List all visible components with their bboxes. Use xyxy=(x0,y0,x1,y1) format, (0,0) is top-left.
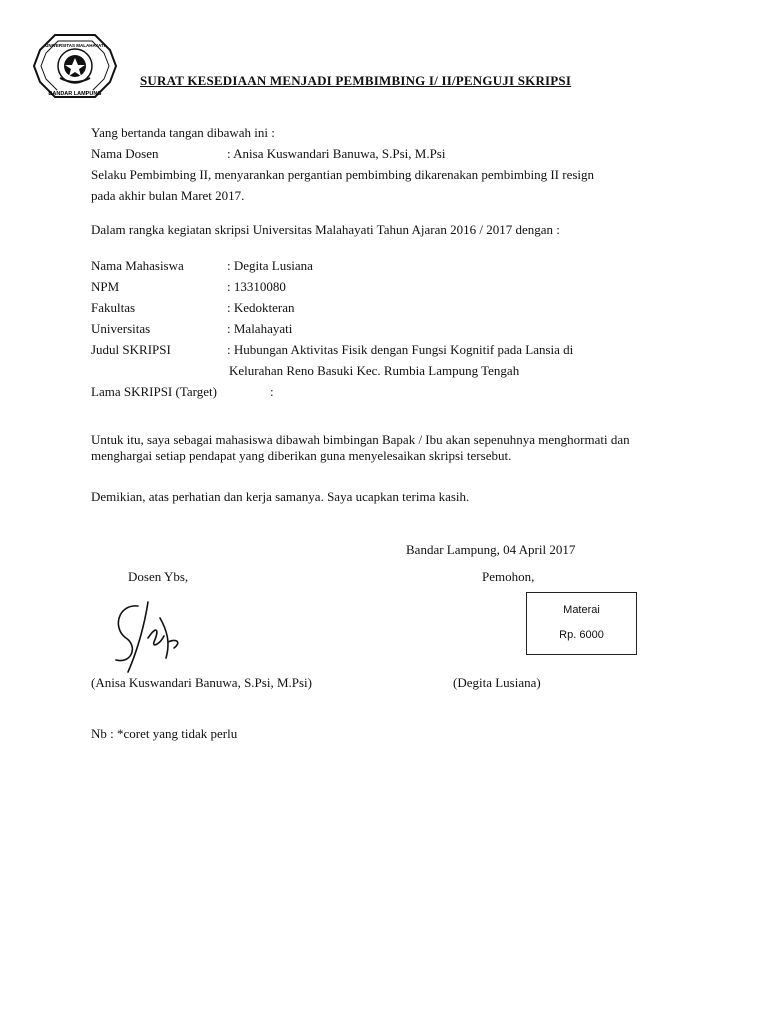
dosen-value: : Anisa Kuswandari Banuwa, S.Psi, M.Psi xyxy=(227,146,446,161)
note-line-2: pada akhir bulan Maret 2017. xyxy=(91,188,245,203)
right-signatory-name: (Degita Lusiana) xyxy=(453,675,541,690)
field-value-judul: : Hubungan Aktivitas Fisik dengan Fungsi Kognitif pada Lansia di xyxy=(227,342,574,357)
field-value-nama: : Degita Lusiana xyxy=(227,258,313,273)
signature xyxy=(108,598,188,676)
materai-line-1: Materai xyxy=(563,604,600,616)
university-logo xyxy=(30,30,120,102)
materai-line-2: Rp. 6000 xyxy=(559,629,604,641)
logo-text-top: UNIVERSITAS MALAHAYATI xyxy=(45,43,105,48)
field-value-npm: : 13310080 xyxy=(227,279,286,294)
closing-text: Demikian, atas perhatian dan kerja samanya. Saya ucapkan terima kasih. xyxy=(91,489,470,504)
left-signatory-name: (Anisa Kuswandari Banuwa, S.Psi, M.Psi) xyxy=(91,675,312,690)
place-date: Bandar Lampung, 04 April 2017 xyxy=(406,542,576,557)
logo-text-bottom: BANDAR LAMPUNG xyxy=(48,91,102,97)
context-text: Dalam rangka kegiatan skripsi Universitas Malahayati Tahun Ajaran 2016 / 2017 dengan : xyxy=(91,222,560,237)
statement-paragraph: Untuk itu, saya sebagai mahasiswa dibawah bimbingan Bapak / Ibu akan sepenuhnya menghormati dan menghargai setiap pendapat yang diberikan guna menyelesaikan skripsi tersebut. xyxy=(91,432,630,463)
right-role: Pemohon, xyxy=(482,569,535,584)
field-label-npm: NPM xyxy=(91,279,120,294)
field-value-universitas: : Malahayati xyxy=(227,321,293,336)
dosen-label: Nama Dosen xyxy=(91,146,159,161)
field-label-judul: Judul SKRIPSI xyxy=(91,342,171,357)
lama-value: : xyxy=(270,384,274,399)
footnote: Nb : *coret yang tidak perlu xyxy=(91,726,238,741)
left-role: Dosen Ybs, xyxy=(128,569,189,584)
note-line-1: Selaku Pembimbing II, menyarankan pergantian pembimbing dikarenakan pembimbing II resign xyxy=(91,167,595,182)
intro-text: Yang bertanda tangan dibawah ini : xyxy=(91,125,275,140)
document-title: SURAT KESEDIAAN MENJADI PEMBIMBING I/ II/PENGUJI SKRIPSI xyxy=(140,73,572,88)
field-label-universitas: Universitas xyxy=(91,321,151,336)
field-value-fakultas: : Kedokteran xyxy=(227,300,295,315)
field-label-fakultas: Fakultas xyxy=(91,300,136,315)
lama-label: Lama SKRIPSI (Target) xyxy=(91,384,217,399)
judul-continuation: Kelurahan Reno Basuki Kec. Rumbia Lampung Tengah xyxy=(229,363,520,378)
field-label-nama: Nama Mahasiswa xyxy=(91,258,184,273)
materai-box xyxy=(526,592,637,655)
